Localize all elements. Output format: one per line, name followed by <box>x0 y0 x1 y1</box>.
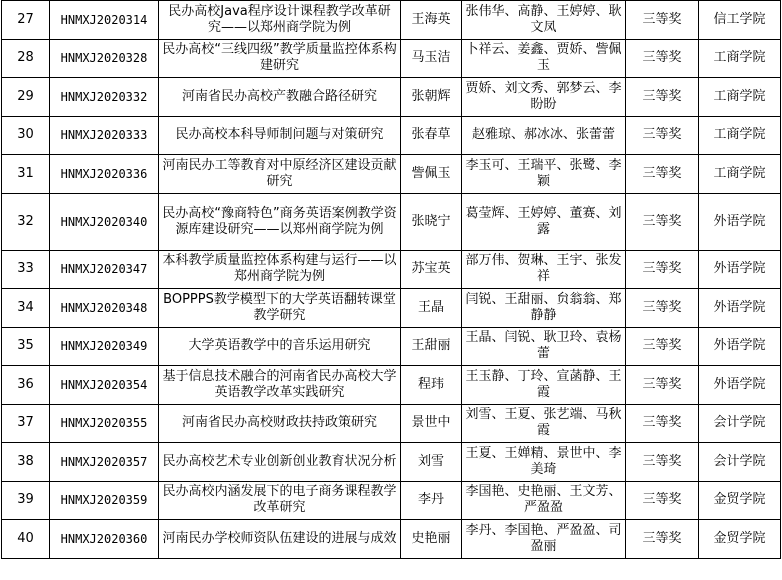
table-row <box>2 327 781 366</box>
project-code: HNMXJ2020354 <box>50 366 159 405</box>
row-number: 27 <box>2 1 50 40</box>
project-leader: 王甜丽 <box>401 327 462 366</box>
project-title: 河南民办学校师资队伍建设的进展与成效 <box>159 520 401 559</box>
award-level: 三等奖 <box>626 193 699 250</box>
table-row <box>2 39 781 78</box>
team-members: 李丹、李国艳、严盈盈、司盈丽 <box>462 520 626 559</box>
project-title: 大学英语教学中的音乐运用研究 <box>159 327 401 366</box>
project-code: HNMXJ2020347 <box>50 250 159 289</box>
department: 金贸学院 <box>699 481 781 520</box>
row-number: 33 <box>2 250 50 289</box>
project-code: HNMXJ2020333 <box>50 116 159 155</box>
project-code: HNMXJ2020332 <box>50 78 159 117</box>
department: 工商学院 <box>699 78 781 117</box>
department: 外语学院 <box>699 366 781 405</box>
department: 外语学院 <box>699 289 781 328</box>
team-members: 王晶、闫锐、耿卫玲、袁杨蕾 <box>462 327 626 366</box>
row-number: 31 <box>2 155 50 194</box>
row-number: 39 <box>2 481 50 520</box>
team-members: 刘雪、王夏、张艺端、马秋霞 <box>462 404 626 443</box>
department: 信工学院 <box>699 1 781 40</box>
project-leader: 张晓宁 <box>401 193 462 250</box>
project-code: HNMXJ2020336 <box>50 155 159 194</box>
team-members: 葛莹辉、王婷婷、董赛、刘露 <box>462 193 626 250</box>
row-number: 32 <box>2 193 50 250</box>
project-leader: 刘雪 <box>401 443 462 482</box>
department: 外语学院 <box>699 193 781 250</box>
award-level: 三等奖 <box>626 39 699 78</box>
project-leader: 王晶 <box>401 289 462 328</box>
project-leader: 苏宝英 <box>401 250 462 289</box>
row-number: 35 <box>2 327 50 366</box>
project-code: HNMXJ2020340 <box>50 193 159 250</box>
project-title: 民办高校“豫商特色”商务英语案例教学资源库建设研究——以郑州商学院为例 <box>159 193 401 250</box>
project-code: HNMXJ2020355 <box>50 404 159 443</box>
project-leader: 史艳丽 <box>401 520 462 559</box>
project-title: 本科教学质量监控体系构建与运行——以郑州商学院为例 <box>159 250 401 289</box>
project-title: BOPPPS教学模型下的大学英语翻转课堂教学研究 <box>159 289 401 328</box>
project-leader: 马玉洁 <box>401 39 462 78</box>
team-members: 王夏、王婵精、景世中、李美琦 <box>462 443 626 482</box>
department: 金贸学院 <box>699 520 781 559</box>
table-row <box>2 155 781 194</box>
project-leader: 张朝辉 <box>401 78 462 117</box>
project-title: 民办高校Java程序设计课程教学改革研究——以郑州商学院为例 <box>159 1 401 40</box>
department: 工商学院 <box>699 116 781 155</box>
department: 工商学院 <box>699 155 781 194</box>
project-code: HNMXJ2020359 <box>50 481 159 520</box>
team-members: 赵雅琼、郝冰冰、张蕾蕾 <box>462 116 626 155</box>
table-row <box>2 366 781 405</box>
department: 外语学院 <box>699 327 781 366</box>
table-row <box>2 404 781 443</box>
table-row <box>2 443 781 482</box>
table-row <box>2 520 781 559</box>
row-number: 29 <box>2 78 50 117</box>
team-members: 李玉可、王瑞平、张鹭、李颖 <box>462 155 626 194</box>
department: 工商学院 <box>699 39 781 78</box>
award-level: 三等奖 <box>626 481 699 520</box>
row-number: 28 <box>2 39 50 78</box>
award-level: 三等奖 <box>626 289 699 328</box>
award-level: 三等奖 <box>626 520 699 559</box>
row-number: 34 <box>2 289 50 328</box>
row-number: 37 <box>2 404 50 443</box>
project-title: 基于信息技术融合的河南省民办高校大学英语教学改革实践研究 <box>159 366 401 405</box>
award-level: 三等奖 <box>626 250 699 289</box>
team-members: 李国艳、史艳丽、王文芳、严盈盈 <box>462 481 626 520</box>
project-title: 民办高校内涵发展下的电子商务课程教学改革研究 <box>159 481 401 520</box>
table-row <box>2 78 781 117</box>
team-members: 贾娇、刘文秀、郭梦云、李盼盼 <box>462 78 626 117</box>
project-code: HNMXJ2020357 <box>50 443 159 482</box>
row-number: 36 <box>2 366 50 405</box>
department: 外语学院 <box>699 250 781 289</box>
table-row <box>2 250 781 289</box>
project-code: HNMXJ2020348 <box>50 289 159 328</box>
row-number: 38 <box>2 443 50 482</box>
award-level: 三等奖 <box>626 327 699 366</box>
project-title: 民办高校“三线四级”教学质量监控体系构建研究 <box>159 39 401 78</box>
award-level: 三等奖 <box>626 78 699 117</box>
project-title: 民办高校本科导师制问题与对策研究 <box>159 116 401 155</box>
department: 会计学院 <box>699 443 781 482</box>
project-code: HNMXJ2020360 <box>50 520 159 559</box>
project-title: 河南民办工等教育对中原经济区建设贡献研究 <box>159 155 401 194</box>
team-members: 张伟华、高静、王婷婷、耿文凤 <box>462 1 626 40</box>
project-leader: 王海英 <box>401 1 462 40</box>
table-row <box>2 116 781 155</box>
department: 会计学院 <box>699 404 781 443</box>
table-row <box>2 1 781 40</box>
table-row <box>2 193 781 250</box>
award-level: 三等奖 <box>626 1 699 40</box>
table-row <box>2 289 781 328</box>
team-members: 闫锐、王甜丽、贠翁翁、郑静静 <box>462 289 626 328</box>
team-members: 王玉静、丁玲、宣菡静、王霞 <box>462 366 626 405</box>
project-code: HNMXJ2020328 <box>50 39 159 78</box>
award-level: 三等奖 <box>626 155 699 194</box>
project-title: 河南省民办高校财政扶持政策研究 <box>159 404 401 443</box>
project-code: HNMXJ2020349 <box>50 327 159 366</box>
row-number: 30 <box>2 116 50 155</box>
row-number: 40 <box>2 520 50 559</box>
project-title: 民办高校艺术专业创新创业教育状况分析 <box>159 443 401 482</box>
team-members: 部万伟、贺琳、王宇、张发祥 <box>462 250 626 289</box>
award-level: 三等奖 <box>626 366 699 405</box>
project-leader: 李丹 <box>401 481 462 520</box>
project-code: HNMXJ2020314 <box>50 1 159 40</box>
award-level: 三等奖 <box>626 116 699 155</box>
table-row <box>2 481 781 520</box>
project-title: 河南省民办高校产教融合路径研究 <box>159 78 401 117</box>
team-members: 卜祥云、姜鑫、贾娇、訾佩玉 <box>462 39 626 78</box>
project-leader: 张春草 <box>401 116 462 155</box>
award-level: 三等奖 <box>626 404 699 443</box>
project-leader: 景世中 <box>401 404 462 443</box>
award-table <box>1 0 781 559</box>
project-leader: 訾佩玉 <box>401 155 462 194</box>
project-leader: 程玮 <box>401 366 462 405</box>
award-level: 三等奖 <box>626 443 699 482</box>
